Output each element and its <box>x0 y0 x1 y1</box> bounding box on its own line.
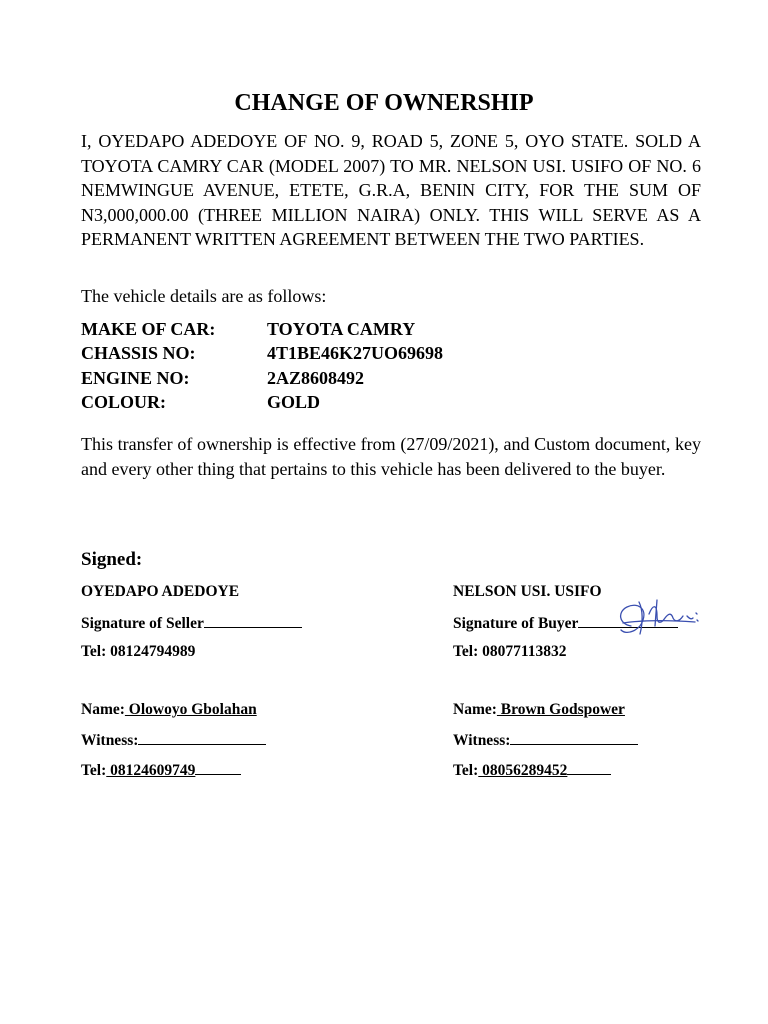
witness-tel-blank <box>567 759 611 775</box>
detail-row-colour <box>81 390 443 414</box>
buyer-tel: Tel: 08077113832 <box>453 643 567 660</box>
transfer-paragraph: This transfer of ownership is effective from (27/09/2021), and Custom document, key and every other thing that pertains to this vehicle has been delivered to the buyer. <box>81 434 701 479</box>
detail-row-engine <box>81 366 443 390</box>
detail-value: GOLD <box>267 391 321 412</box>
witness-name-label: Name: <box>453 701 497 718</box>
seller-witness-tel <box>81 759 241 781</box>
witness-name-value: Brown Godspower <box>496 701 625 718</box>
detail-label: COLOUR: <box>81 391 166 412</box>
detail-label: CHASSIS NO: <box>81 343 196 364</box>
detail-value: 4T1BE46K27UO69698 <box>267 343 444 364</box>
buyer-witness-line <box>453 729 638 751</box>
witness-label: Witness: <box>81 732 139 749</box>
seller-witness-name <box>81 700 257 720</box>
detail-label: ENGINE NO: <box>81 367 190 388</box>
intro-paragraph: I, OYEDAPO ADEDOYE OF NO. 9, ROAD 5, ZONE 5, OYO STATE. SOLD A TOYOTA CAMRY CAR (MODEL 2007) TO MR. NELSON USI. USIFO OF NO. 6 NEMWINGUE AVENUE, ETETE, G.R.A, BENIN CITY, FOR THE SUM OF N3,000,000.00 (THREE MILLION NAIRA) ONLY. THIS WILL SERVE AS A PERMANENT WRITTEN AGREEMENT BETWEEN THE TWO PARTIES. <box>81 131 701 249</box>
detail-value: 2AZ8608492 <box>267 367 365 388</box>
seller-tel: Tel: 08124794989 <box>81 643 196 660</box>
buyer-handwritten-signature <box>613 596 703 642</box>
buyer-witness-tel <box>453 759 611 781</box>
seller-signature-line <box>81 612 302 634</box>
witness-tel-value: 08056289452 <box>478 762 568 779</box>
buyer-witness-name <box>453 700 625 720</box>
witness-tel-value: 08124609749 <box>106 762 196 779</box>
witness-tel-label: Tel: <box>453 762 479 779</box>
seller-witness-line <box>81 729 266 751</box>
vehicle-details <box>81 317 443 414</box>
detail-value: TOYOTA CAMRY <box>267 319 416 339</box>
detail-label: MAKE OF CAR: <box>81 319 216 339</box>
witness-name-value: Olowoyo Gbolahan <box>124 701 257 718</box>
signed-heading: Signed: <box>81 549 143 570</box>
seller-signature-label: Signature of Seller <box>81 615 204 632</box>
witness-label: Witness: <box>453 732 511 749</box>
buyer-signature-label: Signature of Buyer <box>453 615 579 632</box>
witness-signature-blank <box>510 729 638 745</box>
witness-signature-blank <box>138 729 266 745</box>
seller-name: OYEDAPO ADEDOYE <box>81 583 240 600</box>
document-title: CHANGE OF OWNERSHIP <box>234 90 534 116</box>
buyer-name: NELSON USI. USIFO <box>453 583 602 600</box>
seller-signature-blank <box>204 612 302 628</box>
details-lead: The vehicle details are as follows: <box>81 286 327 306</box>
detail-row-make <box>81 317 443 341</box>
witness-tel-label: Tel: <box>81 762 107 779</box>
witness-name-label: Name: <box>81 701 125 718</box>
witness-tel-blank <box>195 759 241 775</box>
detail-row-chassis <box>81 341 443 365</box>
